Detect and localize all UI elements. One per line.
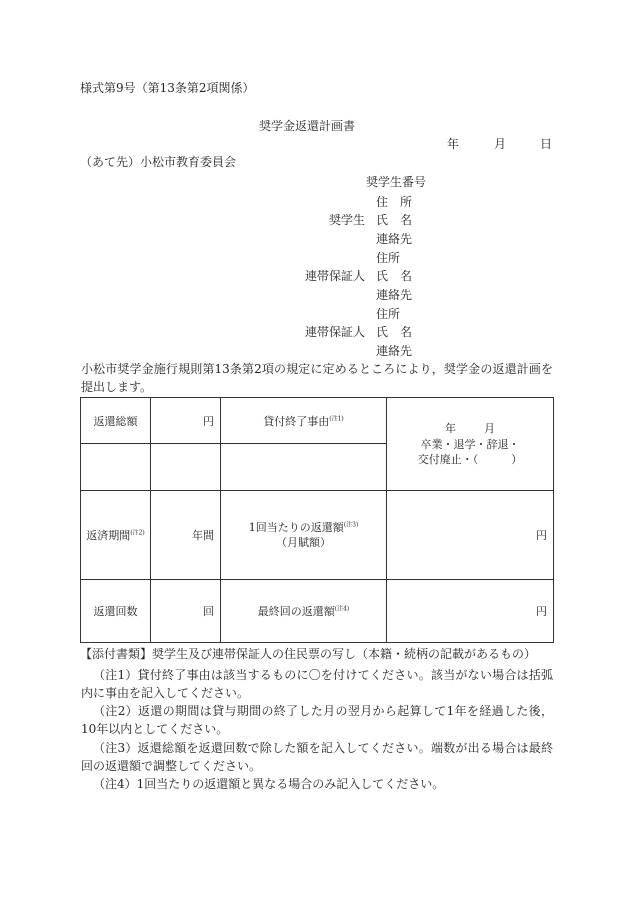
total-amount-label: 返還総額 [81,398,151,444]
date-year-label: 年 [447,137,460,151]
per-installment-label: 1回当たりの返還額$^{(注3)}$ （月賦額） [221,491,387,580]
guarantor1-role-label: 連帯保証人 [305,269,366,283]
guarantor1-address-label: 住所 [376,251,401,265]
guarantor2-address-label: 住所 [376,307,401,321]
date-day-label: 日 [540,137,553,151]
guarantor1-name-label: 氏 名 [376,269,413,283]
document-title: 奨学金返還計画書 [259,119,356,133]
note4-mark: (注4) [334,605,350,613]
per-installment-unit: 円 [387,491,554,580]
attachments-line: 【添付書類】奨学生及び連帯保証人の住民票の写し（本籍・続柄の記載があるもの） [80,647,537,661]
end-reason-options [387,398,554,491]
repayment-plan-table [80,397,554,643]
guarantor2-role-label: 連帯保証人 [305,325,366,339]
addressee: （あて先）小松市教育委員会 [80,155,237,169]
form-number: 様式第9号（第13条第2項関係） [80,81,255,95]
reason-year-label: 年 [445,422,456,435]
student-address-label: 住 所 [376,195,413,209]
note2-mark: (注2) [130,529,145,537]
guarantor2-contact-label: 連絡先 [376,344,413,358]
date-month-label: 月 [494,137,507,151]
intro-paragraph: 小松市奨学金施行規則第13条第2項の規定に定めるところにより，奨学金の返還計画を提出します。 [81,362,553,394]
total-amount-cell-empty [81,444,151,491]
guarantor1-contact-label: 連絡先 [376,288,413,302]
repayment-period-unit: 年間 [151,491,221,580]
repayment-count-label: 返還回数 [81,580,151,643]
reason-month-label: 月 [484,422,495,435]
note-1: （注1）貸付終了事由は該当するものに〇を付けてください。該当がない場合は括弧内に事由を記入してください。 [81,668,553,700]
note-4: （注4）1回当たりの返還額と異なる場合のみ記入してください。 [93,777,445,791]
final-amount-unit: 円 [387,580,554,643]
repayment-count-unit: 回 [151,580,221,643]
end-reason-label: 貸付終了事由$^{(注1)}$ [221,398,387,444]
guarantor2-name-label: 氏 名 [376,325,413,339]
end-reason-value-cell [221,444,387,491]
reason-options-line2: 交付廃止・（ ） [417,453,523,466]
student-role-label: 奨学生 [329,213,366,227]
monthly-label: （月賦額） [276,536,331,549]
reason-options-line1: 卒業・退学・辞退・ [420,438,520,451]
note1-mark: (注1) [329,414,344,422]
total-amount-value-cell [151,444,221,491]
student-contact-label: 連絡先 [376,232,413,246]
student-name-label: 氏 名 [376,213,413,227]
final-amount-label: 最終回の返還額$^{(注4)}$ [221,580,387,643]
repayment-period-label: 返済期間$^{(注2)}$ [81,491,151,580]
note-2: （注2）返還の期間は貸与期間の終了した月の翌月から起算して1年を経過した後，10年以内としてください。 [81,704,553,736]
note-3: （注3）返還総額を返還回数で除した額を記入してください。端数が出る場合は最終回の返還額で調整してください。 [81,741,553,773]
student-number-label: 奨学生番号 [366,175,427,189]
note3-mark: (注3) [343,521,359,529]
total-amount-unit: 円 [151,398,221,444]
